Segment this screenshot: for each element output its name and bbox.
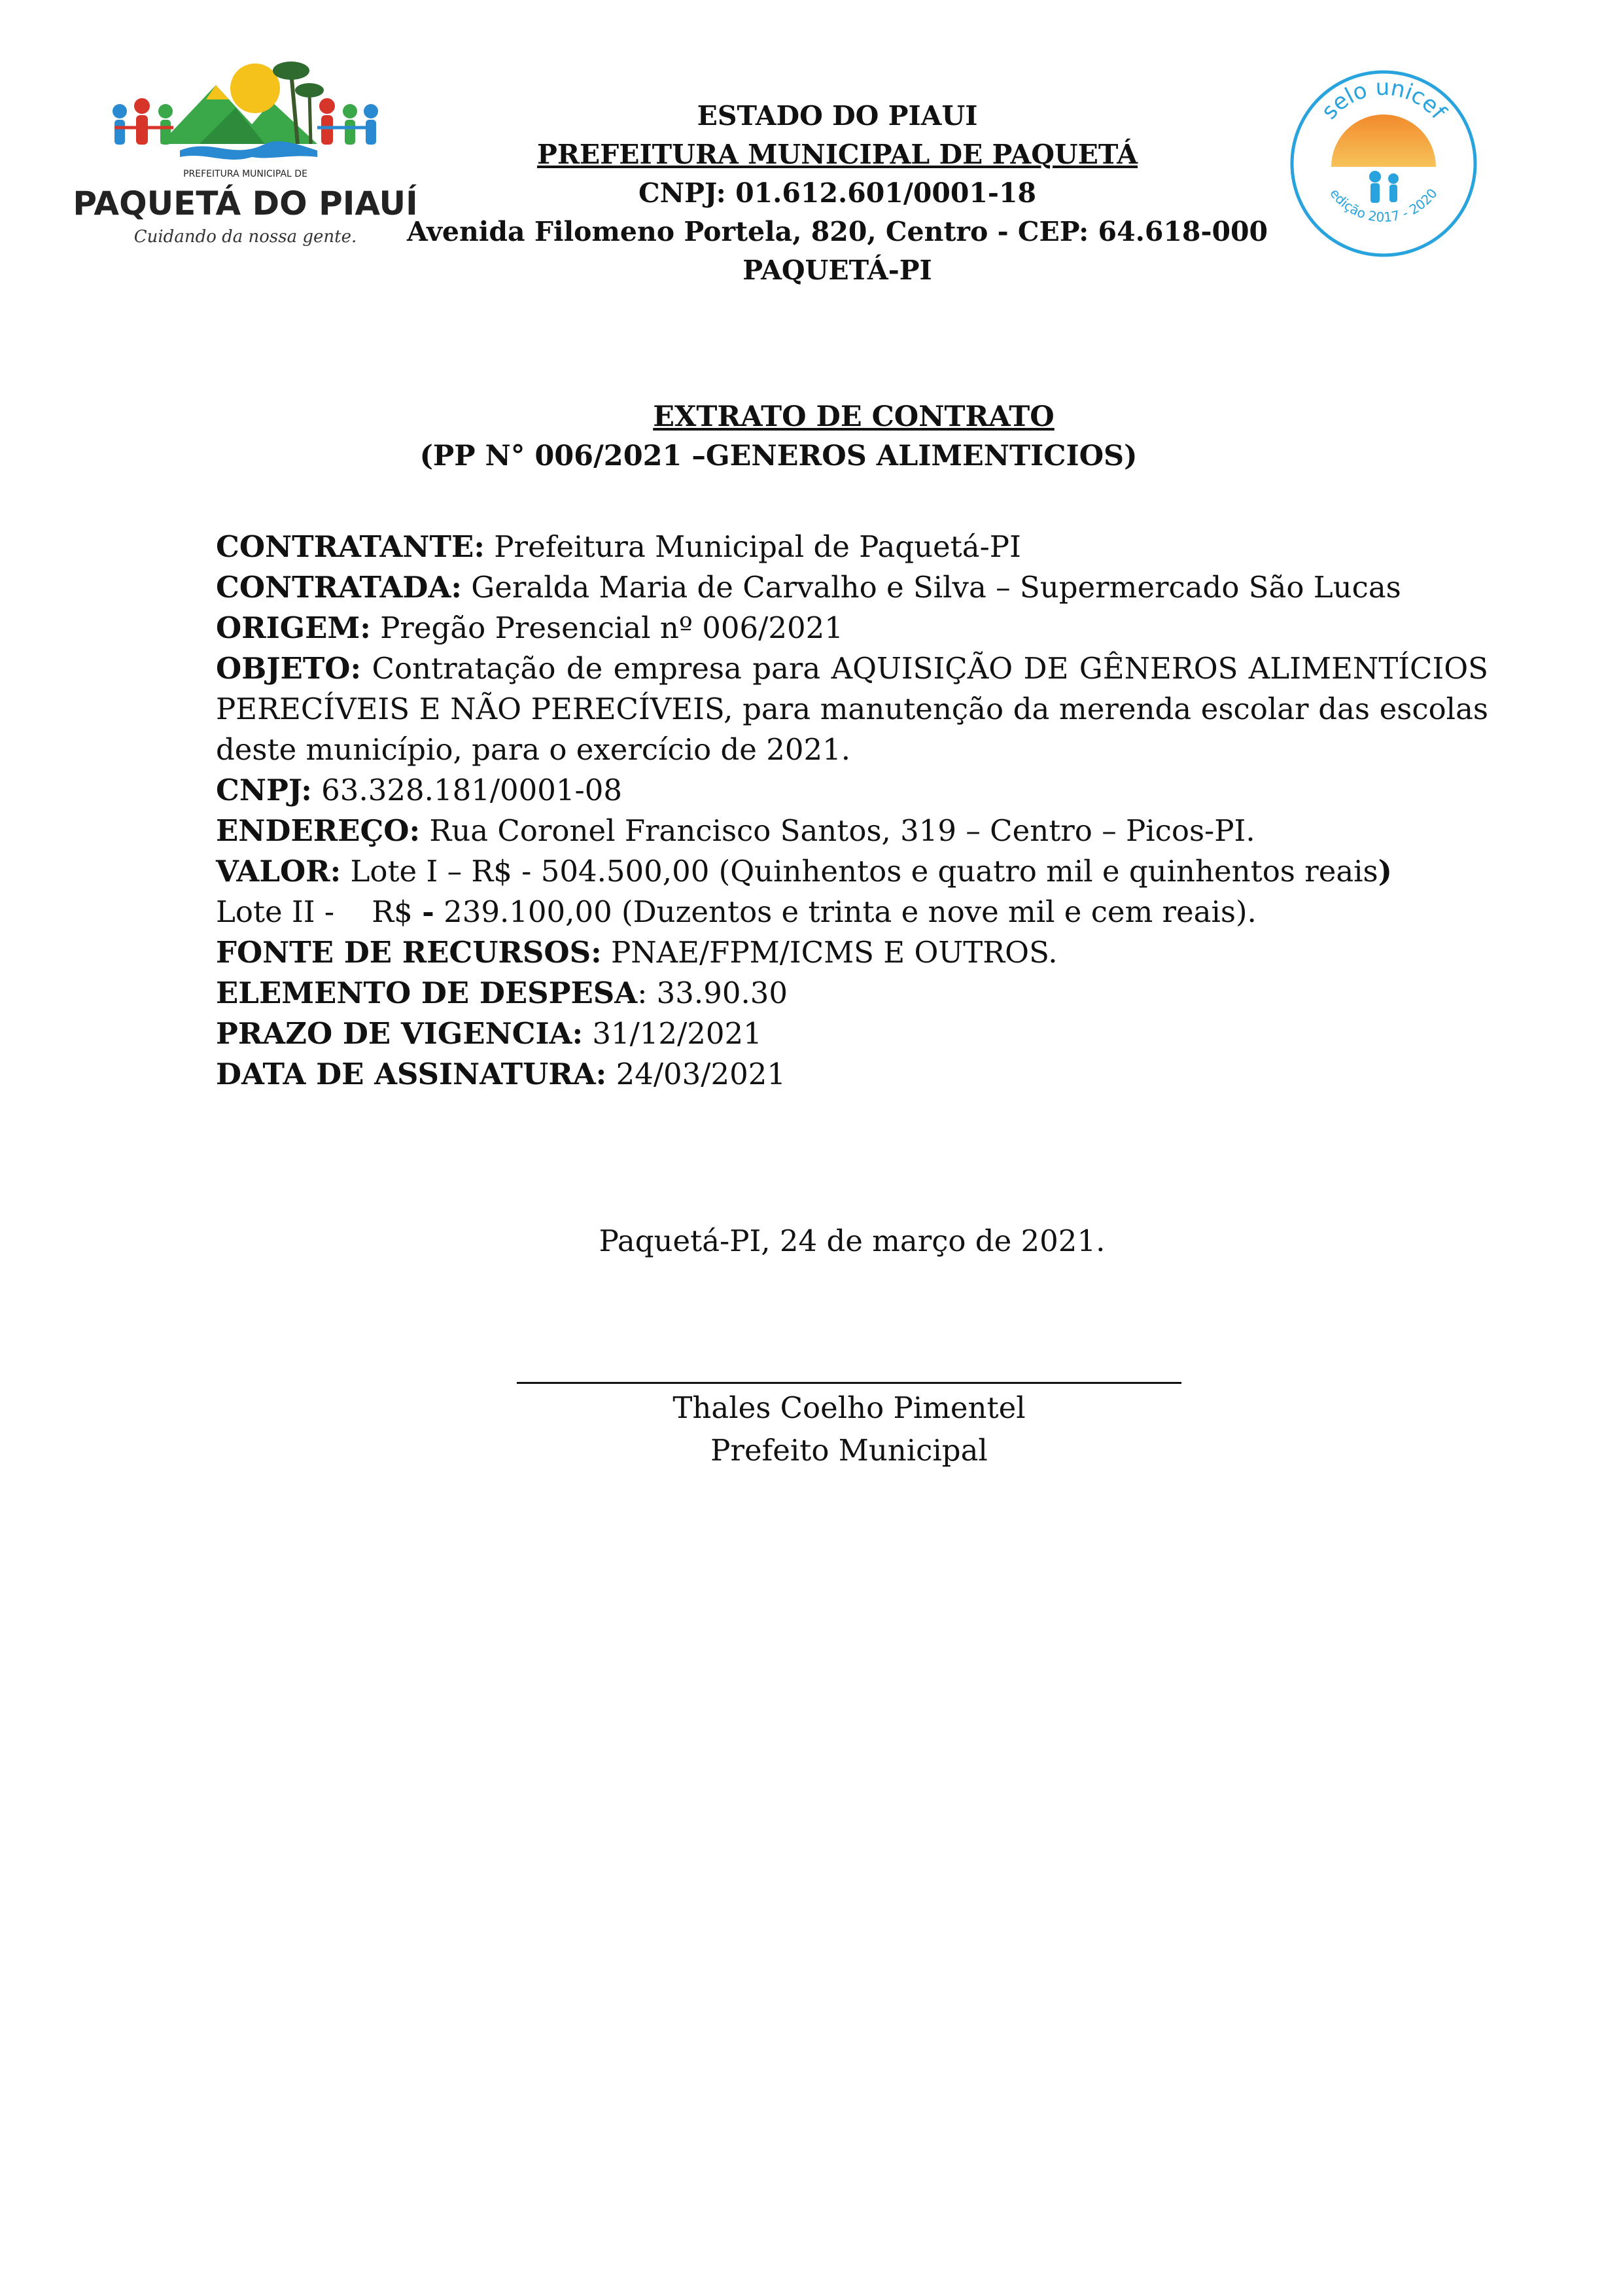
- letterhead: [393, 97, 1282, 290]
- header-state: ESTADO DO PIAUI: [697, 100, 978, 132]
- field-elemento: ELEMENTO DE DESPESA: 33.90.30: [216, 976, 788, 1010]
- unicef-seal-text: selo unicef: [1316, 74, 1452, 125]
- unicef-edition-text: edição 2017 - 2020: [1327, 185, 1440, 225]
- unicef-seal: [1285, 62, 1482, 265]
- field-lote2: Lote II - R$ - 239.100,00 (Duzentos e trinta e nove mil e cem reais).: [216, 894, 1257, 929]
- header-city: PAQUETÁ-PI: [742, 255, 932, 286]
- unicef-seal-icon: [1285, 62, 1482, 265]
- svg-text:edição 2017 - 2020: [1327, 186, 1440, 225]
- paqueta-logo-icon: [73, 46, 418, 262]
- header-address: Avenida Filomeno Portela, 820, Centro - CEP: 64.618-000: [406, 216, 1268, 247]
- field-cnpj: CNPJ: 63.328.181/0001-08: [216, 773, 622, 807]
- field-fonte: FONTE DE RECURSOS: PNAE/FPM/ICMS E OUTROS.: [216, 935, 1058, 970]
- field-endereco: ENDEREÇO: Rua Coronel Francisco Santos, 319 – Centro – Picos-PI.: [216, 813, 1255, 848]
- logo-caption: PREFEITURA MUNICIPAL DE: [183, 169, 307, 179]
- place-date: Paquetá-PI, 24 de março de 2021.: [599, 1224, 1106, 1258]
- signer-name: Thales Coelho Pimentel: [672, 1390, 1026, 1425]
- municipal-logo: [73, 46, 418, 262]
- field-origem: ORIGEM: Pregão Presencial nº 006/2021: [216, 610, 843, 645]
- header-cnpj: CNPJ: 01.612.601/0001-18: [638, 177, 1036, 209]
- document-title: EXTRATO DE CONTRATO: [653, 400, 1055, 433]
- logo-name: PAQUETÁ DO PIAUÍ: [73, 185, 418, 222]
- header-prefecture: PREFEITURA MUNICIPAL DE PAQUETÁ: [536, 139, 1138, 170]
- field-contratada: CONTRATADA: Geralda Maria de Carvalho e Silva – Supermercado São Lucas: [216, 570, 1401, 605]
- signer-title: Prefeito Municipal: [710, 1433, 988, 1468]
- logo-slogan: Cuidando da nossa gente.: [133, 227, 357, 247]
- field-data-assinatura: DATA DE ASSINATURA: 24/03/2021: [216, 1057, 786, 1091]
- field-objeto: OBJETO: Contratação de empresa para AQUISIÇÃO DE GÊNEROS ALIMENTÍCIOS PERECÍVEIS E NÃO PERECÍVEIS, para manutenção da merenda escolar das escolas deste município, para o exercício de 2021.: [216, 651, 1488, 767]
- field-contratante: CONTRATANTE: Prefeitura Municipal de Paquetá-PI: [216, 529, 1021, 564]
- contract-fields: [216, 527, 1488, 1095]
- field-valor: VALOR: Lote I – R$ - 504.500,00 (Quinhentos e quatro mil e quinhentos reais): [216, 854, 1392, 889]
- document-subtitle: (PP N° 006/2021 –GENEROS ALIMENTICIOS): [419, 440, 1138, 472]
- signature-line: [517, 1382, 1181, 1384]
- field-prazo: PRAZO DE VIGENCIA: 31/12/2021: [216, 1016, 762, 1051]
